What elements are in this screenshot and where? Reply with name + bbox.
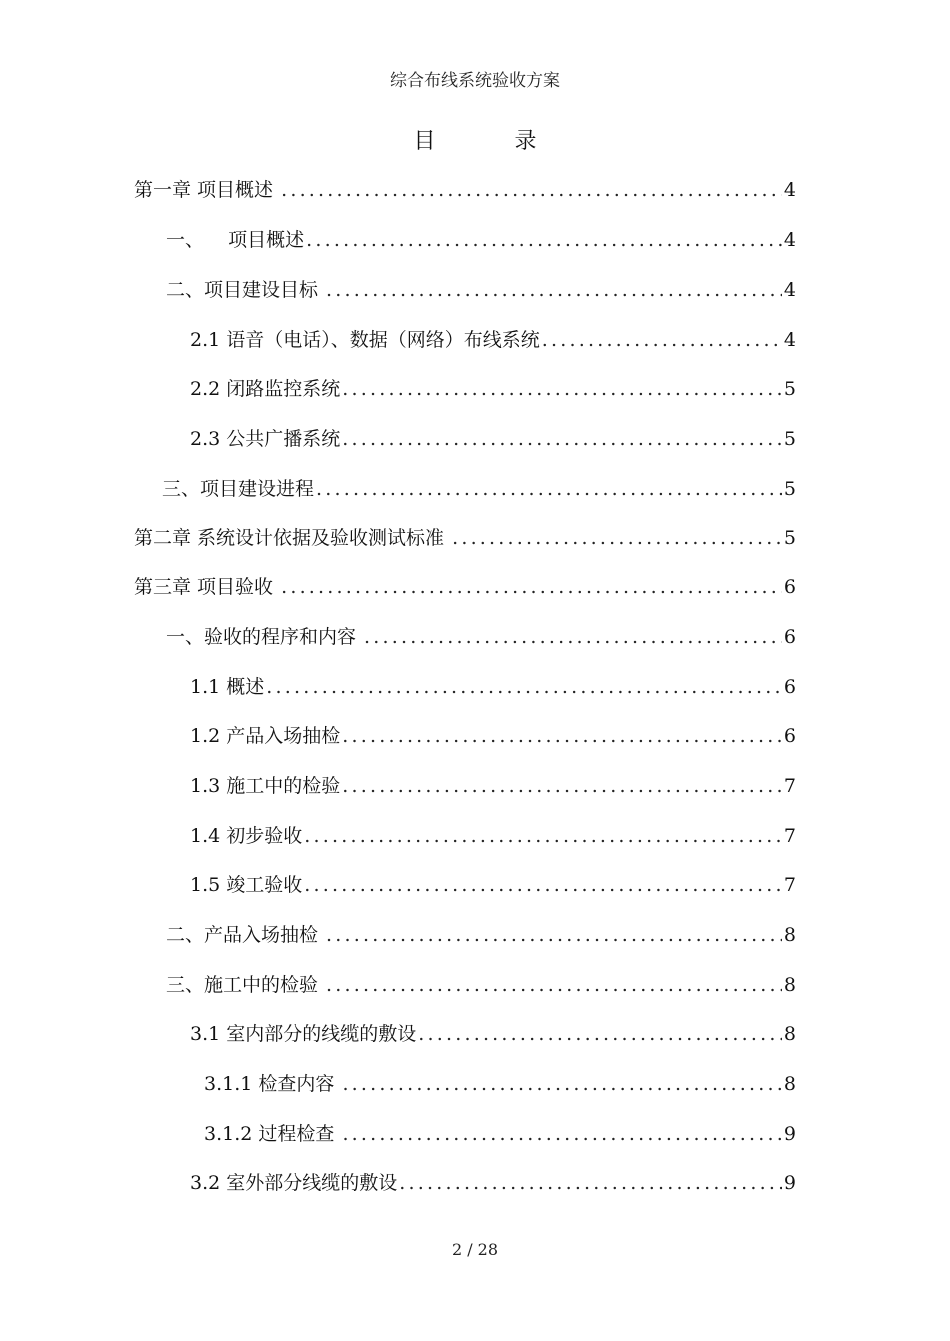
toc-entry[interactable]: [162, 474, 796, 504]
toc-entry-page: 4: [783, 329, 796, 351]
toc-entry-page: 5: [783, 478, 796, 500]
toc-entry[interactable]: [204, 1119, 796, 1149]
toc-entry[interactable]: [134, 175, 796, 205]
toc-entry-page: 9: [783, 1172, 796, 1194]
toc-entry[interactable]: [190, 721, 796, 751]
dot-leader: [342, 1069, 781, 1099]
dot-leader: [326, 920, 782, 950]
toc-entry-page: 5: [783, 428, 796, 450]
dot-leader: [342, 771, 782, 801]
dot-leader: [266, 672, 782, 702]
toc-entry-label: 3.1 室内部分的线缆的敷设: [190, 1023, 417, 1045]
toc-entry-label: 1.5 竣工验收: [190, 874, 303, 896]
toc-entry-page: 8: [783, 924, 796, 946]
toc-entry-page: 6: [783, 676, 796, 698]
dot-leader: [281, 175, 782, 205]
toc-entry-page: 4: [783, 229, 796, 251]
toc-entry-label: 2.3 公共广播系统: [190, 428, 341, 450]
toc-entry[interactable]: [190, 325, 796, 355]
dot-leader: [418, 1019, 782, 1049]
dot-leader: [306, 225, 782, 255]
dot-leader: [342, 1119, 781, 1149]
toc-entry-label: 1.3 施工中的检验: [190, 775, 341, 797]
toc-entry[interactable]: [190, 870, 796, 900]
toc-entry-page: 8: [783, 1073, 796, 1095]
toc-entry-page: 7: [783, 825, 796, 847]
toc-entry-page: 8: [783, 974, 796, 996]
dot-leader: [452, 523, 782, 553]
toc-entry[interactable]: [190, 1168, 796, 1198]
dot-leader: [304, 821, 782, 851]
toc-entry-label: 一、 项目概述: [166, 229, 305, 251]
dot-leader: [342, 424, 782, 454]
dot-leader: [342, 374, 782, 404]
toc-entry-page: 8: [783, 1023, 796, 1045]
toc-entry-label: 1.2 产品入场抽检: [190, 725, 341, 747]
dot-leader: [326, 970, 782, 1000]
toc-entry-page: 7: [783, 874, 796, 896]
toc-entry-page: 4: [783, 279, 796, 301]
toc-entry-page: 4: [783, 179, 796, 201]
toc-entry[interactable]: [134, 572, 796, 602]
toc-entry[interactable]: [190, 821, 796, 851]
dot-leader: [342, 721, 782, 751]
dot-leader: [281, 572, 782, 602]
dot-leader: [304, 870, 782, 900]
toc-entry-label: 3.2 室外部分线缆的敷设: [190, 1172, 398, 1194]
page-number: 2 / 28: [451, 1240, 499, 1259]
toc-entry-page: 6: [783, 576, 796, 598]
toc-entry-label: 第三章 项目验收: [134, 576, 280, 598]
running-header: 综合布线系统验收方案: [390, 71, 560, 91]
dot-leader: [364, 622, 782, 652]
toc-entry[interactable]: [204, 1069, 796, 1099]
toc-entry-page: 5: [783, 378, 796, 400]
toc-entry[interactable]: [166, 622, 796, 652]
toc-entry[interactable]: [166, 970, 796, 1000]
toc-entry[interactable]: [190, 374, 796, 404]
toc-entry-label: 2.2 闭路监控系统: [190, 378, 341, 400]
toc-entry-label: 二、产品入场抽检: [166, 924, 325, 946]
toc-entry[interactable]: [166, 225, 796, 255]
toc-entry-page: 7: [783, 775, 796, 797]
toc-entry-page: 6: [783, 725, 796, 747]
toc-entry-label: 1.1 概述: [190, 676, 265, 698]
toc-entry-label: 三、施工中的检验: [166, 974, 325, 996]
toc-entry[interactable]: [190, 771, 796, 801]
toc-entry[interactable]: [166, 275, 796, 305]
toc-entry-page: 9: [783, 1123, 796, 1145]
toc-entry[interactable]: [190, 672, 796, 702]
toc-entry-page: 6: [783, 626, 796, 648]
toc-title: 目 录: [413, 129, 573, 154]
toc-entry-label: 3.1.2 过程检查: [204, 1123, 341, 1145]
toc-entry[interactable]: [190, 1019, 796, 1049]
toc-entry[interactable]: [190, 424, 796, 454]
dot-leader: [316, 474, 782, 504]
toc-entry-page: 5: [783, 527, 796, 549]
toc-entry-label: 3.1.1 检查内容: [204, 1073, 341, 1095]
toc-entry-label: 第二章 系统设计依据及验收测试标准: [134, 527, 451, 549]
toc-entry[interactable]: [166, 920, 796, 950]
dot-leader: [326, 275, 782, 305]
dot-leader: [542, 325, 782, 355]
toc-entry-label: 一、验收的程序和内容: [166, 626, 363, 648]
toc-entry-label: 1.4 初步验收: [190, 825, 303, 847]
toc-entry-label: 二、项目建设目标: [166, 279, 325, 301]
dot-leader: [399, 1168, 782, 1198]
toc-entry[interactable]: [134, 523, 796, 553]
toc-entry-label: 第一章 项目概述: [134, 179, 280, 201]
toc-entry-label: 三、项目建设进程: [162, 478, 315, 500]
toc-entry-label: 2.1 语音（电话）、数据（网络）布线系统: [190, 329, 540, 351]
